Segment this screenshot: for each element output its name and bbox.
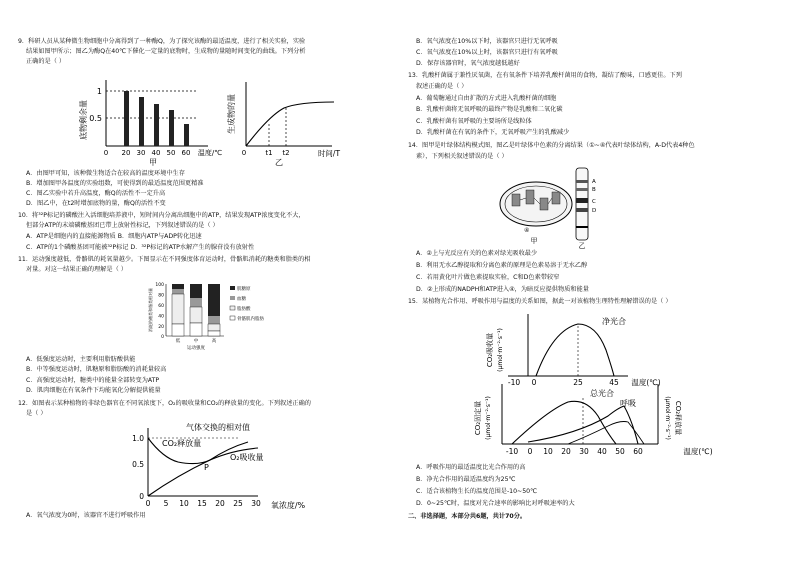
- q11-mid-glucose: [190, 298, 202, 307]
- q9-fig-a-xtick-30: 30: [136, 149, 146, 157]
- q11-mid-glycogen: [190, 284, 202, 298]
- q15-option-c: C．适合该植物生长的温度范围是-10~50℃: [416, 488, 538, 495]
- q14-fig-a-caption: 甲: [530, 237, 538, 245]
- q11-ytick-100: 100: [155, 283, 164, 288]
- q14-label-4: ④: [524, 227, 530, 234]
- q11-stem-line1: 11．运动强度越低，骨骼肌的耗氧量越少。下图显示在不同强度体育运动时，骨骼肌消耗的糖类和脂类的相: [18, 256, 311, 263]
- q9-bar-30: [139, 97, 144, 146]
- q12-xtick-30: 30: [251, 499, 261, 508]
- q10-stem-line2: 但部分ATP的末端磷酸基团已带上放射性标记，下列叙述错误的是（ ）: [26, 222, 219, 229]
- q15-resp-label: 呼吸: [620, 399, 636, 408]
- q9-fig-b-caption: 乙: [275, 158, 283, 167]
- q11-low-glycogen: [172, 284, 184, 289]
- q9-fig-a-xtick-40: 40: [151, 149, 161, 157]
- q9-fig-b-xtick-0: 0: [241, 149, 247, 157]
- q11-high-glucose: [208, 316, 220, 324]
- chloroplast-outer: [500, 182, 572, 226]
- q12-xtick-0: 0: [145, 499, 151, 508]
- q15-top-xlabel: 温度(℃): [631, 378, 661, 387]
- q9-fig-a-ytick-05: 0.5: [89, 114, 102, 123]
- q10-options-ab: A．ATP是细胞内的直接能源物质 B．细胞内ATP与ADP转化迅速: [26, 233, 202, 240]
- q12-xtick-5: 5: [163, 499, 169, 508]
- q12-option-b: B．氧气浓度在10%以下时，该器官只进行无氧呼吸: [416, 38, 558, 45]
- q11-option-c: C．高强度运动时，糖类中的能量全部转变为ATP: [26, 377, 160, 384]
- q12-stem-line2: 是（ ）: [26, 410, 47, 417]
- q9-fig-a-xtick-60: 60: [181, 149, 191, 157]
- q9-figure-a: [78, 76, 228, 168]
- q12-gas-chart: [118, 420, 318, 510]
- q11-stacked-chart: [148, 280, 268, 354]
- q13-stem-line1: 13．乳酸杆菌属于兼性厌氧菌，在有氧条件下培养乳酸杆菌用的食物，凝结了酸味，口感更佳。下列: [408, 72, 682, 79]
- q11-stem-line2: 对量。对这一结果正确的理解是（ ）: [26, 266, 127, 273]
- q12-xlabel: 氧浓度/%: [270, 501, 306, 510]
- q12-ytick-05: 0.5: [132, 460, 144, 469]
- q15-top-xtick-45: 45: [609, 378, 619, 387]
- q13-option-b: B．乳酸杆菌将无氧呼吸的最终产物是乳酸和二氧化碳: [416, 106, 563, 113]
- q15-bottom-xtick-0: 0: [527, 447, 533, 456]
- q12-chart-title: 气体交换的相对值: [186, 423, 250, 432]
- q9-stem-line1: 9．科研人员从某种微生物细胞中分离得到了一种酶Q，为了探究该酶的最适温度，进行了相关实验，实验: [18, 38, 306, 45]
- q14-option-c: C．若用黄化叶片做色素提取实验，C和D色素带较窄: [416, 274, 560, 281]
- q9-fig-a-xtick-20: 20: [121, 149, 131, 157]
- q9-fig-b-xtick-t1: t1: [265, 149, 273, 157]
- q15-net-curve: [536, 324, 614, 376]
- q11-cat-low: 低: [175, 339, 181, 344]
- q13-option-d: D．乳酸杆菌在有氧的条件下，无氧呼吸产生的乳酸减少: [416, 129, 570, 136]
- q14-stem-line1: 14．图甲是叶绿体结构模式图，图乙是叶绿体中色素的分离结果（①~④代表叶绿体结构，A-D代表4种色: [408, 142, 695, 149]
- q14-band-a: A: [592, 179, 596, 185]
- q9-option-c: C．图乙实验中若升高温度，酶Q的活性不一定升高: [26, 190, 166, 197]
- q15-stem: 15．某植物光合作用、呼吸作用与温度的关系如图，据此一对该植物生理特性理解错误的是（ ）: [408, 298, 672, 305]
- q15-bottom-xtick-50: 50: [615, 447, 625, 456]
- q11-option-b: B．中等强度运动时，肌糖原和脂肪酸的消耗量较高: [26, 366, 167, 373]
- section-2-heading: 二、非选择题，本部分共6题，共计70分。: [408, 513, 527, 520]
- q12-xtick-15: 15: [197, 499, 207, 508]
- q9-fig-b-xlabel: 时间/T: [317, 149, 341, 158]
- q11-legend-glycogen: 肌糖原: [237, 287, 251, 292]
- q10-options-cd: C．ATP的1个磷酸基团可能被³²P标记 D．³²P标记的ATP水解产生的腺苷没有放射性: [26, 244, 255, 251]
- q11-ytick-80: 80: [158, 293, 164, 299]
- q9-stem-line3: 正确的是（ ）: [26, 58, 66, 65]
- q11-high-fat: [208, 331, 220, 336]
- q12-xtick-25: 25: [233, 499, 243, 508]
- q13-option-c: C．乳酸杆菌有氧呼吸的主要场所是线粒体: [416, 118, 532, 125]
- q11-low-fattyacid: [172, 294, 184, 324]
- q15-top-xtick-0: 0: [531, 378, 537, 387]
- q15-photosynthesis-respiration-chart: [468, 380, 738, 462]
- q9-option-d: D．图乙中，在t2时增加底物的量，酶Q的活性不变: [26, 200, 166, 207]
- q11-legend-fat: 骨骼肌内脂肪: [237, 317, 264, 322]
- q15-bottom-xtick-m10: -10: [505, 447, 519, 456]
- q11-mid-fat: [190, 323, 202, 336]
- q10-stem-line1: 10．将³²P标记的磷酸注入活细胞培养液中，短时间内分离出细胞中的ATP，结果发现ATP浓度变化不大，: [18, 212, 305, 219]
- q11-option-d: D．肌肉细胞在有氧条件下均能氧化分解提供能量: [26, 387, 161, 394]
- q15-bottom-xtick-20: 20: [561, 447, 571, 456]
- q9-fig-a-caption: 甲: [149, 158, 157, 167]
- q15-bottom-xlabel: 温度(℃): [683, 447, 713, 456]
- q9-fig-a-xtick-50: 50: [166, 149, 176, 157]
- q15-top-ylabel: CO₂吸收量: [486, 332, 494, 368]
- q15-total-curve: [512, 401, 616, 444]
- q12-option-a: A．氧气浓度为0时，该器官不进行呼吸作用: [26, 512, 146, 519]
- q9-fig-a-xtick-0: 0: [103, 149, 109, 157]
- q15-top-yunit: (μmol·m⁻²·s⁻¹): [497, 328, 504, 372]
- q14-option-b: B．利用无水乙醇提取和分离色素的原理是色素易溶于无水乙醇: [416, 262, 588, 269]
- q14-band-b: B: [592, 187, 596, 193]
- q14-option-d: D．②上形成的NADPH和ATP进入④，为暗反应提供物质和能量: [416, 286, 589, 293]
- q15-bottom-xtick-40: 40: [597, 447, 607, 456]
- q15-bottom-xtick-10: 10: [543, 447, 553, 456]
- q15-option-b: B．净光合作用的最适温度约为25℃: [416, 476, 516, 483]
- q11-high-fattyacid: [208, 324, 220, 331]
- q12-ytick-1: 1.0: [132, 434, 144, 443]
- q11-legend-glucose: 血糖: [237, 297, 246, 302]
- q12-option-c: C．氧气浓度在10%以上时，该器官只进行有氧呼吸: [416, 49, 558, 56]
- q14-band-c: C: [592, 199, 596, 205]
- q13-option-a: A．葡萄糖通过自由扩散的方式进入乳酸杆菌的细胞: [416, 95, 557, 102]
- q9-fig-b-xtick-t2: t2: [282, 149, 290, 157]
- q9-stem-line2: 结果如图甲所示；图乙为酶Q在40℃下催化一定量的底物时，生成物的量随时间变化的曲线。下列分析: [26, 48, 306, 55]
- q12-xtick-10: 10: [179, 499, 189, 508]
- q14-stem-line2: 素），下列相关叙述错误的是（ ）: [416, 153, 508, 160]
- q12-stem-line1: 12．如图表示某种植物的非绿色器官在不同氧浓度下，O₂的吸收量和CO₂的释放量的变化。下列叙述正确的: [18, 400, 311, 407]
- q15-bottom-xtick-30: 30: [579, 447, 589, 456]
- q11-ytick-0: 0: [161, 335, 164, 340]
- q9-figure-b: [224, 76, 364, 168]
- q13-stem-line2: 叙述正确的是（ ）: [416, 83, 468, 90]
- q15-bottom-ylabel-right: CO₂释放量: [674, 400, 682, 436]
- q11-cat-high: 高: [211, 339, 217, 344]
- q11-mid-fattyacid: [190, 307, 202, 323]
- q14-chromatography-figure: [568, 166, 608, 250]
- q15-net-photosynthesis-chart: [478, 310, 728, 390]
- q11-ytick-40: 40: [158, 314, 164, 320]
- q12-label-co2: CO₂释放量: [162, 439, 202, 448]
- q14-option-a: A．②上与光反应有关的色素对绿光吸收最少: [416, 250, 538, 257]
- q9-fig-b-ylabel: 生成物的量: [227, 94, 236, 134]
- q12-xtick-20: 20: [215, 499, 225, 508]
- q15-bottom-yunit-left: (μmol·m⁻²·s⁻¹): [485, 396, 492, 440]
- q11-ytick-20: 20: [158, 325, 164, 330]
- q15-top-xtick-25: 25: [573, 378, 583, 387]
- q11-low-fat: [172, 324, 184, 336]
- q12-label-o2: O₂吸收量: [230, 453, 264, 462]
- q14-fig-b-caption: 乙: [578, 242, 586, 250]
- q12-label-p: P: [204, 463, 209, 472]
- q11-low-glucose: [172, 289, 184, 294]
- q9-fig-a-ylabel: 底物剩余量: [79, 100, 88, 140]
- q9-bar-50: [169, 110, 174, 146]
- q9-fig-a-ytick-1: 1: [96, 87, 102, 96]
- q15-top-xtick-m10: -10: [507, 378, 521, 387]
- right-column: [408, 0, 778, 562]
- q9-option-a: A．由图甲可知，该种微生物适合在较高的温度环境中生存: [26, 170, 185, 177]
- q15-option-d: D．0~25℃时，温度对光合速率的影响比对呼吸速率的大: [416, 500, 575, 507]
- q15-total-label: 总光合: [590, 389, 614, 398]
- q9-bar-60: [184, 124, 189, 146]
- q14-band-d: D: [592, 208, 597, 214]
- q9-fig-a-xlabel: 温度/℃: [197, 149, 223, 157]
- q9-option-b: B．增加图甲各温度的实验组数，可使得到的最适温度范围更精准: [26, 180, 204, 187]
- left-column: [18, 0, 388, 562]
- q9-product-curve: [246, 102, 334, 146]
- q15-bottom-ylabel-left: CO₂固定量: [474, 400, 482, 436]
- q11-ylabel: 消耗的糖类和脂类相对量: [148, 288, 153, 332]
- q9-bar-20: [124, 91, 129, 146]
- q11-high-glycogen: [208, 284, 220, 316]
- q11-option-a: A．低强度运动时，主要利用脂肪酸供能: [26, 356, 136, 363]
- q12-option-d: D．保存该器官时，氧气浓度越低越好: [416, 60, 520, 67]
- q12-ytick-0: 0: [139, 492, 144, 501]
- q11-xlabel: 运动强度: [187, 346, 205, 351]
- q15-bottom-xtick-60: 60: [633, 447, 643, 456]
- q15-net-label: 净光合: [602, 317, 626, 326]
- q9-bar-40: [154, 104, 159, 146]
- q15-bottom-yunit-right: (μmol·m⁻²·s⁻¹): [664, 396, 671, 440]
- q15-option-a: A．呼吸作用的最适温度比光合作用的高: [416, 464, 526, 471]
- q11-ytick-60: 60: [158, 304, 164, 309]
- q11-legend-fattyacid: 脂肪酸: [237, 307, 251, 312]
- q11-cat-mid: 中: [193, 339, 199, 344]
